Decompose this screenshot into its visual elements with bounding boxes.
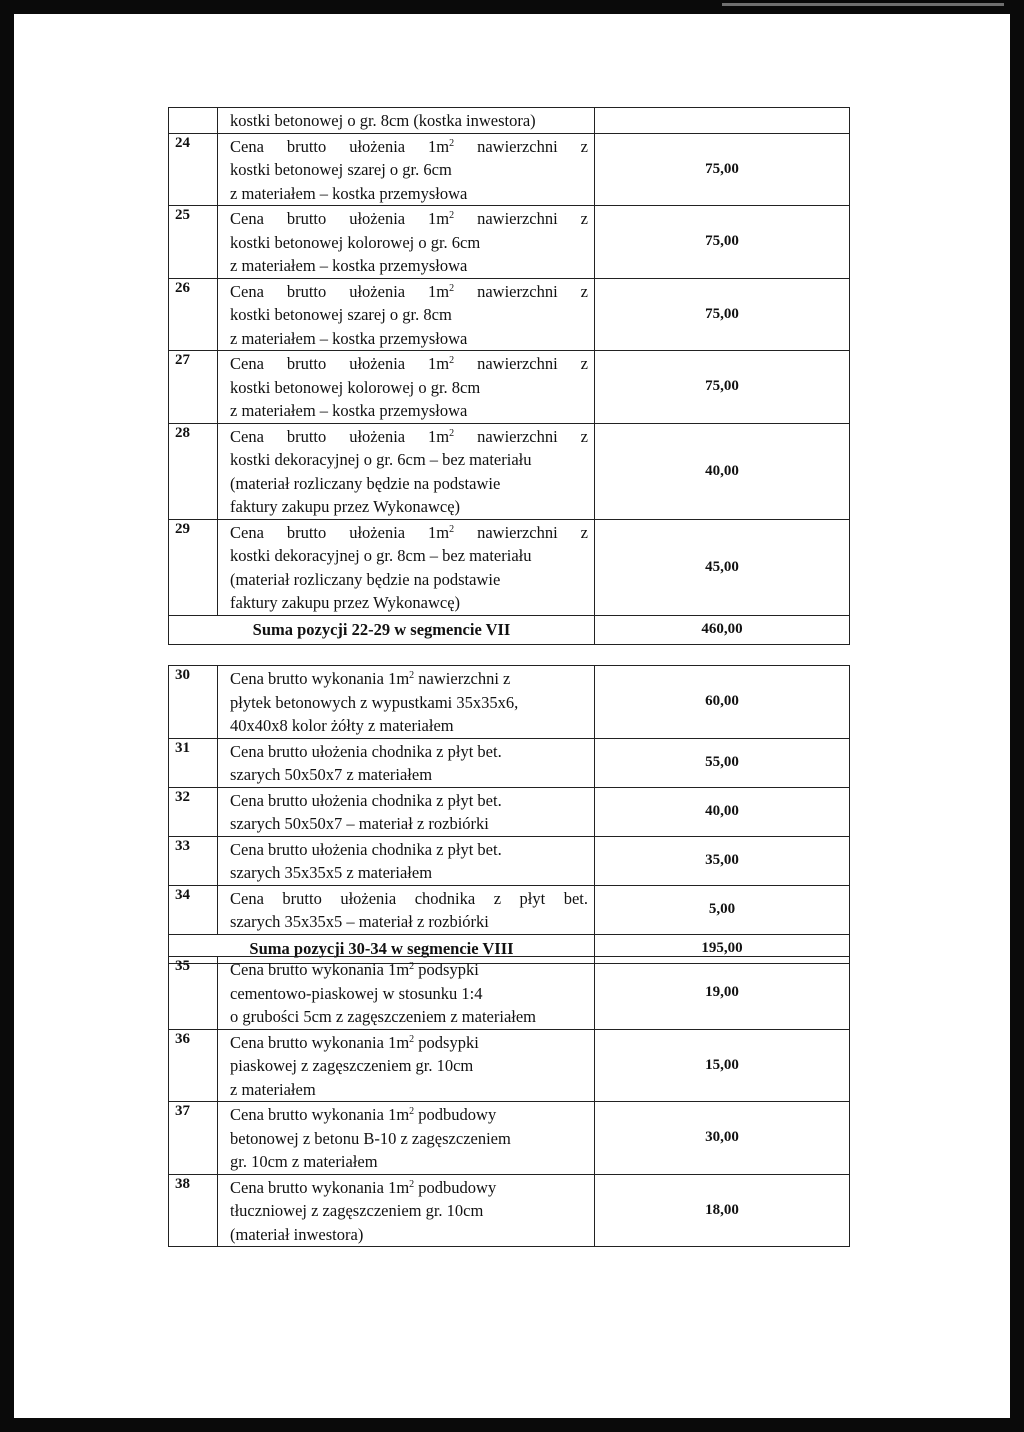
row-number: 29: [169, 519, 218, 615]
description-line: [230, 958, 588, 982]
description-line: z materiałem – kostka przemysłowa: [230, 183, 468, 203]
table-row: [169, 423, 850, 519]
scan-top-line: [722, 3, 1004, 6]
description-line: z materiałem: [230, 1079, 316, 1099]
description-line: z materiałem – kostka przemysłowa: [230, 401, 468, 420]
description-text: Cena brutto wykonania 1m: [230, 1032, 410, 1052]
description-text: podbudowy: [414, 1177, 497, 1197]
description-line: [230, 425, 588, 449]
row-number: 30: [169, 666, 218, 739]
description-line: faktury zakupu przez Wykonawcę): [230, 497, 461, 516]
row-number: 35: [169, 957, 218, 1030]
description-line: Cena brutto ułożenia chodnika z płyt bet.: [230, 790, 502, 810]
row-price: 19,00: [595, 957, 850, 1030]
row-price: 40,00: [595, 423, 850, 519]
description-line: [230, 1031, 588, 1055]
row-description: [218, 957, 595, 1030]
row-price: 45,00: [595, 519, 850, 615]
row-description: [218, 1029, 595, 1102]
description-line: Cena brutto ułożenia chodnika z płyt bet.: [230, 839, 502, 859]
description-text: Cena brutto ułożenia 1m: [230, 209, 450, 228]
row-number: 27: [169, 351, 218, 424]
description-line: z materiałem – kostka przemysłowa: [230, 256, 468, 275]
description-line: Cena brutto ułożenia chodnika z płyt bet.: [230, 888, 588, 908]
table-row: [169, 519, 850, 615]
description-text: Cena brutto wykonania 1m: [230, 1105, 410, 1124]
row-number: 32: [169, 787, 218, 836]
row-description: [218, 885, 595, 934]
superscript: 2: [449, 355, 455, 366]
table-row: [169, 1174, 850, 1247]
row-price-cell: [595, 108, 850, 134]
row-number: 34: [169, 885, 218, 934]
description-line: faktury zakupu przez Wykonawcę): [230, 593, 461, 612]
description-line: (materiał rozliczany będzie na podstawie: [230, 569, 501, 589]
row-number: 33: [169, 836, 218, 885]
row-price: 40,00: [595, 787, 850, 836]
row-number: 24: [169, 133, 218, 206]
row-price: 75,00: [595, 133, 850, 206]
row-description: [218, 351, 595, 424]
description-line: cementowo-piaskowej w stosunku 1:4: [230, 983, 483, 1003]
description-text: Cena brutto ułożenia 1m: [230, 136, 450, 156]
description-text: nawierzchni z: [454, 354, 588, 373]
description-line: płytek betonowych z wypustkami 35x35x6,: [230, 692, 519, 712]
row-description: [218, 423, 595, 519]
row-number: 36: [169, 1029, 218, 1102]
description-text: nawierzchni z: [454, 522, 588, 542]
description-text: podbudowy: [414, 1105, 497, 1124]
description-line: [230, 1103, 588, 1127]
description-line: kostki betonowej kolorowej o gr. 8cm: [230, 377, 481, 397]
description-line: kostki betonowej szarej o gr. 8cm: [230, 305, 452, 324]
superscript: 2: [409, 1106, 415, 1117]
description-text: Cena brutto ułożenia 1m: [230, 354, 450, 373]
row-description: [218, 787, 595, 836]
row-price: 35,00: [595, 836, 850, 885]
superscript: 2: [409, 1178, 415, 1190]
sum-value: 460,00: [595, 615, 850, 644]
row-price: 55,00: [595, 738, 850, 787]
superscript: 2: [449, 137, 455, 149]
description-text: Cena brutto ułożenia 1m: [230, 426, 450, 446]
row-description: [218, 666, 595, 739]
sum-label: Suma pozycji 30-34 w segmencie VIII: [169, 934, 595, 963]
table-row: [169, 1102, 850, 1175]
description-line: [230, 280, 588, 304]
superscript: 2: [449, 523, 455, 535]
description-text: nawierzchni z: [454, 426, 588, 446]
table-row: [169, 787, 850, 836]
price-table-segment-7: [168, 107, 850, 645]
description-line: [230, 352, 588, 376]
description-text: Cena brutto wykonania 1m: [230, 1177, 410, 1197]
table-row: [169, 1029, 850, 1102]
description-line: [230, 135, 588, 159]
description-line: kostki dekoracyjnej o gr. 8cm – bez materiału: [230, 546, 532, 565]
row-description: [218, 1174, 595, 1247]
description-line: tłuczniowej z zagęszczeniem gr. 10cm: [230, 1201, 484, 1220]
sum-row: [169, 615, 850, 644]
row-number: 31: [169, 738, 218, 787]
row-number: 37: [169, 1102, 218, 1175]
description-line: kostki betonowej szarej o gr. 6cm: [230, 160, 452, 179]
table-row: [169, 738, 850, 787]
row-description-cell: kostki betonowej o gr. 8cm (kostka inwestora): [218, 108, 595, 134]
price-table-subbase: [168, 956, 850, 1247]
row-price: 5,00: [595, 885, 850, 934]
description-line: betonowej z betonu B-10 z zagęszczeniem: [230, 1128, 511, 1148]
sum-value: 195,00: [595, 934, 850, 963]
superscript: 2: [449, 427, 455, 439]
table-row: [169, 351, 850, 424]
row-price: 18,00: [595, 1174, 850, 1247]
row-price: 75,00: [595, 206, 850, 279]
description-text: Cena brutto ułożenia 1m: [230, 522, 450, 542]
description-line: 40x40x8 kolor żółty z materiałem: [230, 716, 454, 735]
row-number: 26: [169, 278, 218, 351]
description-text: nawierzchni z: [454, 136, 588, 156]
description-line: kostki dekoracyjnej o gr. 6cm – bez materiału: [230, 450, 532, 469]
table-row: [169, 666, 850, 739]
price-table-segment-8: [168, 665, 850, 964]
superscript: 2: [449, 210, 455, 221]
description-line: gr. 10cm z materiałem: [230, 1152, 378, 1171]
table-row: [169, 836, 850, 885]
description-line: (materiał rozliczany będzie na podstawie: [230, 473, 501, 493]
row-price: 30,00: [595, 1102, 850, 1175]
row-description: [218, 519, 595, 615]
description-text: Cena brutto ułożenia 1m: [230, 281, 450, 301]
superscript: 2: [409, 1033, 415, 1045]
description-line: piaskowej z zagęszczeniem gr. 10cm: [230, 1056, 474, 1075]
description-line: [230, 521, 588, 545]
description-text: Cena brutto wykonania 1m: [230, 669, 410, 688]
table-row: [169, 957, 850, 1030]
table-row-continuation: [169, 108, 850, 134]
row-description: [218, 278, 595, 351]
row-description: [218, 1102, 595, 1175]
description-line: szarych 35x35x5 – materiał z rozbiórki: [230, 912, 489, 931]
table-row: [169, 885, 850, 934]
description-line: (materiał inwestora): [230, 1224, 364, 1244]
row-price: 60,00: [595, 666, 850, 739]
table-row: [169, 206, 850, 279]
row-description: [218, 133, 595, 206]
row-number-cell: [169, 108, 218, 134]
row-price: 75,00: [595, 278, 850, 351]
description-line: z materiałem – kostka przemysłowa: [230, 328, 468, 348]
description-line: szarych 50x50x7 – materiał z rozbiórki: [230, 814, 489, 833]
row-number: 28: [169, 423, 218, 519]
table-row: [169, 278, 850, 351]
sum-label: Suma pozycji 22-29 w segmencie VII: [169, 615, 595, 644]
description-text: nawierzchni z: [454, 281, 588, 301]
row-number: 38: [169, 1174, 218, 1247]
description-line: [230, 1176, 588, 1200]
description-text: podsypki: [414, 1032, 479, 1052]
description-text: Cena brutto wykonania 1m: [230, 960, 410, 979]
row-description: [218, 206, 595, 279]
description-line: kostki betonowej kolorowej o gr. 6cm: [230, 232, 481, 252]
superscript: 2: [449, 282, 455, 294]
description-text: podsypki: [414, 960, 479, 979]
description-text: nawierzchni z: [414, 669, 511, 688]
description-line: [230, 667, 588, 691]
description-text: nawierzchni z: [454, 209, 588, 228]
row-description: [218, 836, 595, 885]
row-price: 75,00: [595, 351, 850, 424]
superscript: 2: [409, 670, 415, 681]
description-line: szarych 50x50x7 z materiałem: [230, 765, 433, 784]
table-row: [169, 133, 850, 206]
description-line: Cena brutto ułożenia chodnika z płyt bet.: [230, 741, 502, 761]
row-price: 15,00: [595, 1029, 850, 1102]
description-line: [230, 207, 588, 231]
description-line: o grubości 5cm z zagęszczeniem z materiałem: [230, 1007, 537, 1026]
description-line: szarych 35x35x5 z materiałem: [230, 863, 433, 882]
row-description: [218, 738, 595, 787]
row-number: 25: [169, 206, 218, 279]
superscript: 2: [409, 961, 415, 972]
